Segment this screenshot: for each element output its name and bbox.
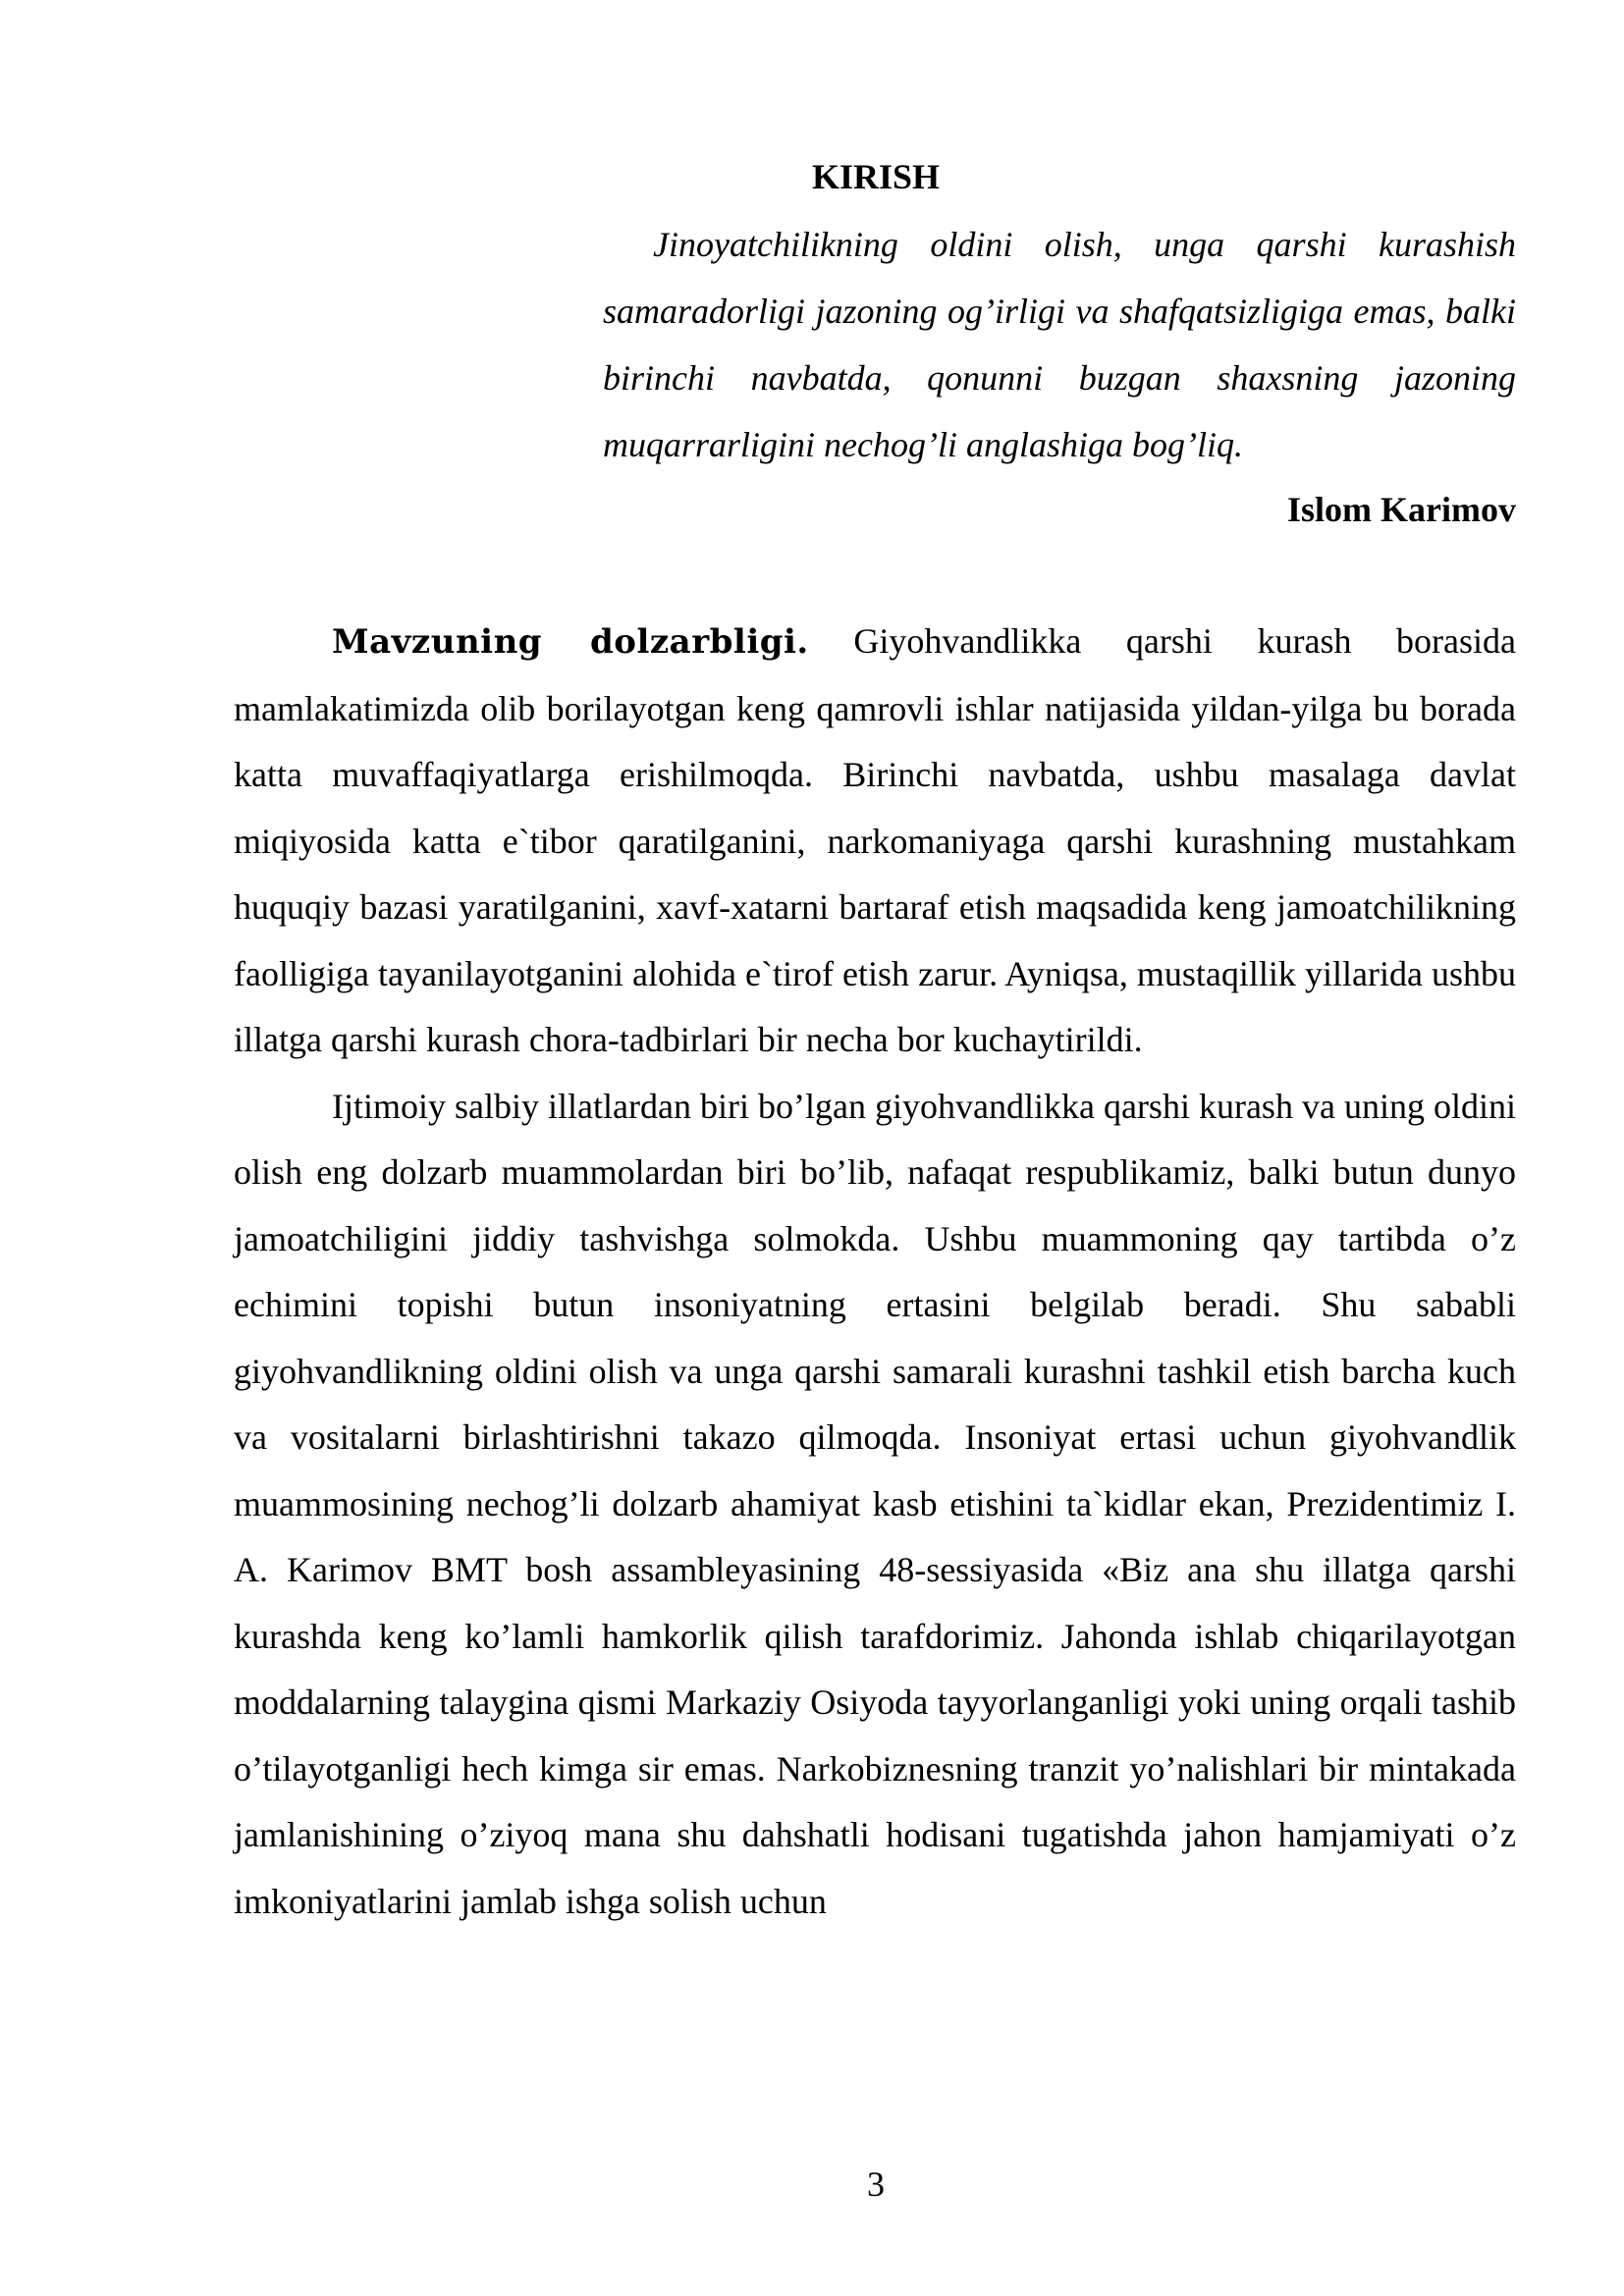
paragraph-lead-in: Mavzuning dolzarbligi.: [332, 622, 809, 662]
page-number: 3: [867, 2164, 885, 2204]
epigraph-author: Islom Karimov: [1287, 490, 1516, 529]
paragraph-drug-addiction: Ijtimoiy salbiy illatlardan biri bo’lgan giyohvandlikka qarshi kurash va uning oldini olish eng dolzarb muammolardan biri bo’lib, nafaqat respublikamiz, balki butun dunyo jamoatchiligini jiddiy tashvishga solmokda. Ushbu muammoning qay tartibda o’z echimini topishi butun insoniyatning ertasini belgilab beradi. Shu sababli giyohvandlikning oldini olish va unga qarshi samarali kurashni tashkil etish barcha kuch va vositalarni birlashtirishni takazo qilmoqda. Insoniyat ertasi uchun giyohvandlik muammosining nechog’li dolzarb ahamiyat kasb etishini ta`kidlar ekan, Prezidentimiz I. A. Karimov BMT bosh assambleyasining 48-sessiyasida «Biz ana shu illatga qarshi kurashda keng ko’lamli hamkorlik qilish tarafdorimiz. Jahonda ishlab chiqarilayotgan moddalarning talaygina qismi Markaziy Osiyoda tayyorlanganligi yoki uning orqali tashib o’tilayotganligi hech kimga sir emas. Narkobiznesning tranzit yo’nalishlari bir mintakada jamlanishining o’ziyoq mana shu dahshatli hodisani tugatishda jahon hamjamiyati o’z imkoniyatlarini jamlab ishga solish uchun: [234, 1086, 1516, 1921]
body-text: [234, 609, 1516, 1935]
section-heading: KIRISH: [811, 157, 941, 196]
paragraph-relevance: [234, 609, 1516, 1074]
paragraph-text: Giyohvandlikka qarshi kurash borasida mamlakatimizda olib borilayotgan keng qamrovli ishlar natijasida yildan-yilga bu borada katta muvaffaqiyatlarga erishilmoqda. Birinchi navbatda, ushbu masalaga davlat miqiyosida katta e`tibor qaratilganini, narkomaniyaga qarshi kurashning mustahkam huquqiy bazasi yaratilganini, xavf-xatarni bartaraf etish maqsadida keng jamoatchilikning faolligiga tayanilayotganini alohida e`tirof etish zarur. Ayniqsa, mustaqillik yillarida ushbu illatga qarshi kurash chora-tadbirlari bir necha bor kuchaytirildi.: [234, 621, 1517, 1059]
epigraph-quote: Jinoyatchilikning oldini olish, unga qarshi kurashish samaradorligi jazoning og’irligi va shafqatsizligiga emas, balki birinchi navbatda, qonunni buzgan shaxsning jazoning muqarrarligini nechog’li anglashiga bog’liq.: [603, 225, 1516, 464]
